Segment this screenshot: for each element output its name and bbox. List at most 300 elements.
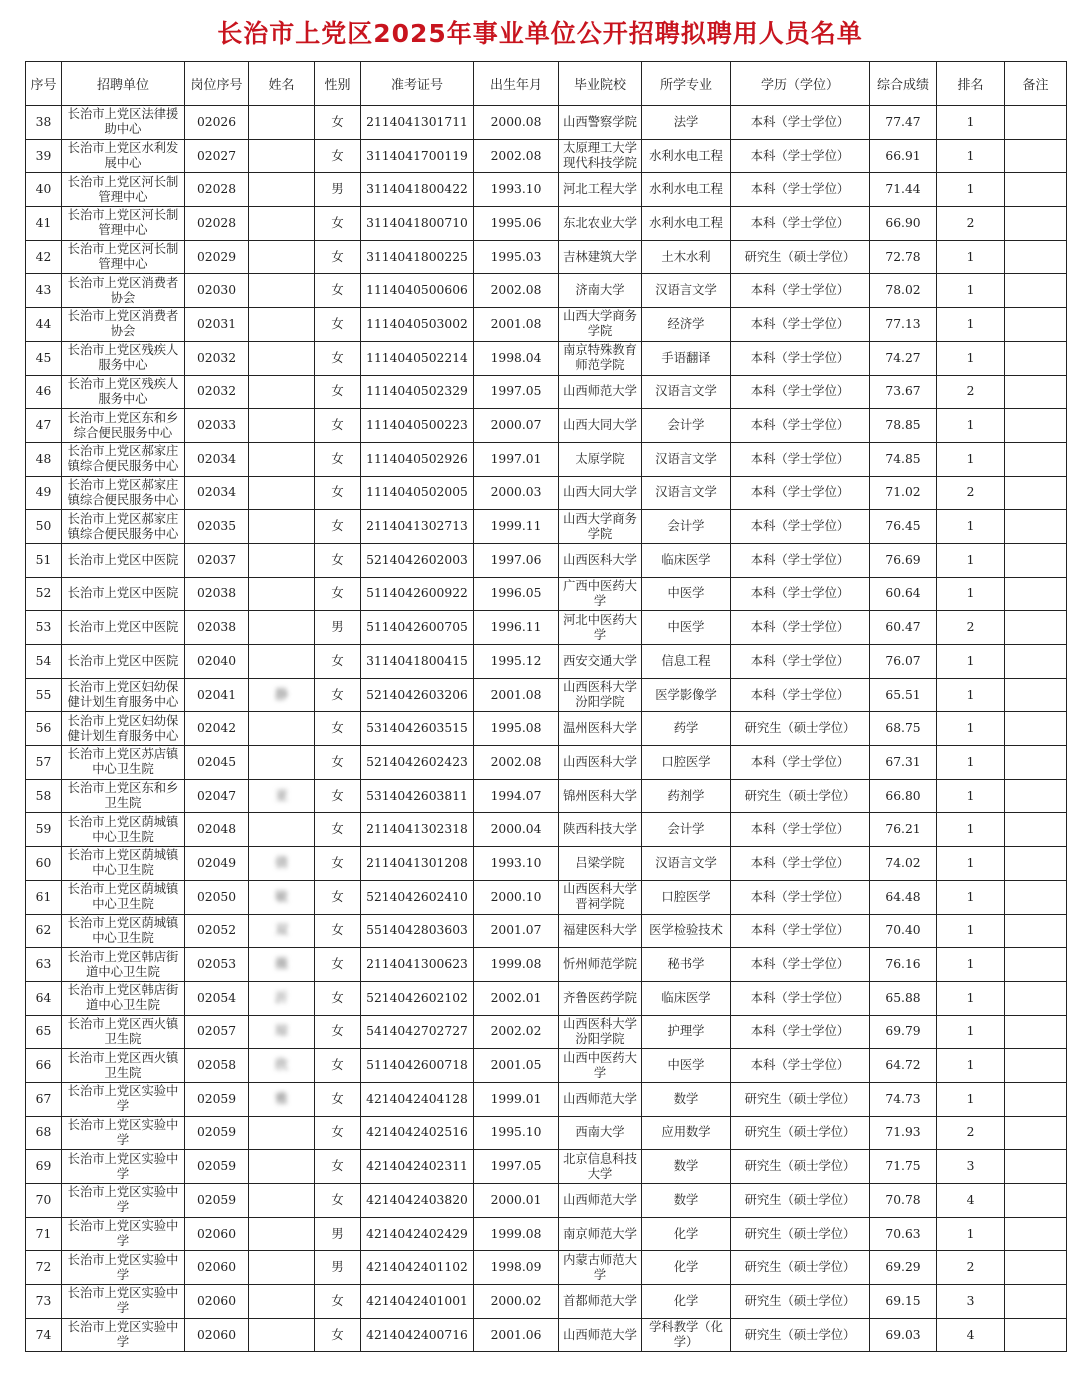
cell-gender: 女 xyxy=(315,274,361,308)
cell-exam-id: 5314042603515 xyxy=(361,712,474,746)
cell-unit: 长治市上党区苏店镇中心卫生院 xyxy=(62,746,185,780)
cell-exam-id: 4214042404128 xyxy=(361,1082,474,1116)
cell-rank: 2 xyxy=(937,476,1005,510)
cell-birth: 2002.08 xyxy=(474,746,559,780)
cell-score: 78.02 xyxy=(870,274,937,308)
cell-unit: 长治市上党区西火镇卫生院 xyxy=(62,1049,185,1083)
cell-gender: 女 xyxy=(315,1015,361,1049)
cell-rank: 1 xyxy=(937,880,1005,914)
cell-score: 76.16 xyxy=(870,948,937,982)
cell-index: 38 xyxy=(26,106,62,140)
cell-school: 济南大学 xyxy=(559,274,642,308)
cell-degree: 本科（学士学位） xyxy=(731,207,870,241)
cell-score: 65.88 xyxy=(870,981,937,1015)
cell-degree: 研究生（硕士学位） xyxy=(731,1184,870,1218)
cell-post: 02060 xyxy=(185,1251,249,1285)
cell-school: 西南大学 xyxy=(559,1116,642,1150)
cell-rank: 3 xyxy=(937,1150,1005,1184)
cell-degree: 本科（学士学位） xyxy=(731,510,870,544)
cell-index: 49 xyxy=(26,476,62,510)
cell-major: 汉语言文学 xyxy=(642,375,731,409)
cell-name xyxy=(249,409,315,443)
cell-exam-id: 3114041800225 xyxy=(361,240,474,274)
cell-note xyxy=(1005,1015,1067,1049)
cell-major: 口腔医学 xyxy=(642,880,731,914)
cell-rank: 3 xyxy=(937,1285,1005,1319)
cell-score: 73.67 xyxy=(870,375,937,409)
cell-rank: 1 xyxy=(937,139,1005,173)
cell-name xyxy=(249,611,315,645)
table-row xyxy=(26,1150,1067,1184)
cell-post: 02052 xyxy=(185,914,249,948)
cell-gender: 女 xyxy=(315,543,361,577)
cell-degree: 本科（学士学位） xyxy=(731,1015,870,1049)
cell-score: 64.48 xyxy=(870,880,937,914)
cell-score: 76.21 xyxy=(870,813,937,847)
cell-score: 74.85 xyxy=(870,442,937,476)
cell-name xyxy=(249,746,315,780)
cell-exam-id: 4214042402516 xyxy=(361,1116,474,1150)
cell-birth: 2001.06 xyxy=(474,1318,559,1352)
cell-note xyxy=(1005,577,1067,611)
cell-score: 66.90 xyxy=(870,207,937,241)
cell-exam-id: 2114041301711 xyxy=(361,106,474,140)
cell-post: 02047 xyxy=(185,779,249,813)
cell-name: 亚 xyxy=(249,779,315,813)
table-header-row xyxy=(26,62,1067,106)
cell-degree: 本科（学士学位） xyxy=(731,274,870,308)
cell-degree: 本科（学士学位） xyxy=(731,1049,870,1083)
cell-birth: 2001.08 xyxy=(474,308,559,342)
cell-degree: 本科（学士学位） xyxy=(731,645,870,679)
cell-note xyxy=(1005,173,1067,207)
cell-gender: 女 xyxy=(315,409,361,443)
table-row xyxy=(26,712,1067,746)
cell-school: 福建医科大学 xyxy=(559,914,642,948)
cell-note xyxy=(1005,476,1067,510)
cell-rank: 1 xyxy=(937,240,1005,274)
table-row xyxy=(26,308,1067,342)
cell-major: 数学 xyxy=(642,1184,731,1218)
cell-exam-id: 5414042702727 xyxy=(361,1015,474,1049)
cell-birth: 1995.12 xyxy=(474,645,559,679)
page-title: 长治市上党区2025年事业单位公开招聘拟聘用人员名单 xyxy=(217,19,863,48)
cell-major: 临床医学 xyxy=(642,543,731,577)
cell-unit: 长治市上党区中医院 xyxy=(62,577,185,611)
cell-note xyxy=(1005,240,1067,274)
cell-index: 70 xyxy=(26,1184,62,1218)
table-row xyxy=(26,106,1067,140)
cell-post: 02038 xyxy=(185,611,249,645)
cell-school: 山西师范大学 xyxy=(559,375,642,409)
cell-exam-id: 5214042603206 xyxy=(361,678,474,712)
cell-index: 67 xyxy=(26,1082,62,1116)
cell-rank: 1 xyxy=(937,442,1005,476)
cell-post: 02032 xyxy=(185,375,249,409)
cell-score: 74.27 xyxy=(870,341,937,375)
cell-name xyxy=(249,1251,315,1285)
table-row xyxy=(26,139,1067,173)
cell-index: 50 xyxy=(26,510,62,544)
cell-degree: 本科（学士学位） xyxy=(731,543,870,577)
cell-post: 02054 xyxy=(185,981,249,1015)
cell-school: 山西医科大学 xyxy=(559,543,642,577)
cell-rank: 1 xyxy=(937,1082,1005,1116)
cell-name xyxy=(249,1184,315,1218)
cell-index: 41 xyxy=(26,207,62,241)
cell-gender: 女 xyxy=(315,577,361,611)
cell-exam-id: 3114041800422 xyxy=(361,173,474,207)
cell-index: 65 xyxy=(26,1015,62,1049)
cell-rank: 1 xyxy=(937,813,1005,847)
cell-exam-id: 4214042401001 xyxy=(361,1285,474,1319)
cell-exam-id: 5214042602003 xyxy=(361,543,474,577)
cell-unit: 长治市上党区荫城镇中心卫生院 xyxy=(62,914,185,948)
cell-note xyxy=(1005,308,1067,342)
cell-name xyxy=(249,1150,315,1184)
cell-gender: 女 xyxy=(315,948,361,982)
cell-gender: 女 xyxy=(315,240,361,274)
cell-index: 68 xyxy=(26,1116,62,1150)
cell-unit: 长治市上党区中医院 xyxy=(62,645,185,679)
cell-major: 化学 xyxy=(642,1285,731,1319)
cell-major: 手语翻译 xyxy=(642,341,731,375)
cell-school: 南京师范大学 xyxy=(559,1217,642,1251)
cell-degree: 本科（学士学位） xyxy=(731,442,870,476)
cell-school: 山西医科大学 xyxy=(559,746,642,780)
cell-post: 02045 xyxy=(185,746,249,780)
cell-rank: 1 xyxy=(937,510,1005,544)
cell-unit: 长治市上党区河长制管理中心 xyxy=(62,173,185,207)
cell-note xyxy=(1005,442,1067,476)
cell-note xyxy=(1005,543,1067,577)
cell-gender: 女 xyxy=(315,207,361,241)
table-row xyxy=(26,409,1067,443)
cell-exam-id: 1114040500606 xyxy=(361,274,474,308)
cell-note xyxy=(1005,341,1067,375)
cell-name xyxy=(249,1285,315,1319)
cell-exam-id: 5114042600718 xyxy=(361,1049,474,1083)
cell-birth: 1999.01 xyxy=(474,1082,559,1116)
cell-school: 河北中医药大学 xyxy=(559,611,642,645)
cell-note xyxy=(1005,375,1067,409)
cell-note xyxy=(1005,1251,1067,1285)
cell-note xyxy=(1005,409,1067,443)
cell-degree: 研究生（硕士学位） xyxy=(731,1150,870,1184)
cell-note xyxy=(1005,510,1067,544)
cell-score: 76.45 xyxy=(870,510,937,544)
cell-birth: 1993.10 xyxy=(474,173,559,207)
cell-unit: 长治市上党区妇幼保健计划生育服务中心 xyxy=(62,678,185,712)
cell-index: 59 xyxy=(26,813,62,847)
cell-major: 汉语言文学 xyxy=(642,476,731,510)
header-index: 序号 xyxy=(26,62,62,106)
cell-gender: 女 xyxy=(315,510,361,544)
cell-name: 欣 xyxy=(249,1049,315,1083)
cell-birth: 1998.04 xyxy=(474,341,559,375)
cell-score: 69.79 xyxy=(870,1015,937,1049)
cell-school: 陕西科技大学 xyxy=(559,813,642,847)
cell-note xyxy=(1005,1150,1067,1184)
cell-birth: 2000.07 xyxy=(474,409,559,443)
cell-major: 中医学 xyxy=(642,577,731,611)
cell-degree: 本科（学士学位） xyxy=(731,813,870,847)
cell-name xyxy=(249,308,315,342)
cell-note xyxy=(1005,207,1067,241)
cell-major: 中医学 xyxy=(642,611,731,645)
cell-exam-id: 3114041800415 xyxy=(361,645,474,679)
cell-degree: 本科（学士学位） xyxy=(731,173,870,207)
cell-major: 中医学 xyxy=(642,1049,731,1083)
cell-rank: 1 xyxy=(937,341,1005,375)
cell-score: 67.31 xyxy=(870,746,937,780)
cell-degree: 本科（学士学位） xyxy=(731,106,870,140)
cell-degree: 研究生（硕士学位） xyxy=(731,1318,870,1352)
cell-gender: 女 xyxy=(315,106,361,140)
cell-gender: 女 xyxy=(315,914,361,948)
cell-unit: 长治市上党区消费者协会 xyxy=(62,274,185,308)
cell-score: 71.44 xyxy=(870,173,937,207)
cell-gender: 女 xyxy=(315,880,361,914)
table-row xyxy=(26,442,1067,476)
cell-exam-id: 5214042602423 xyxy=(361,746,474,780)
table-row xyxy=(26,645,1067,679)
cell-exam-id: 1114040502329 xyxy=(361,375,474,409)
cell-rank: 1 xyxy=(937,543,1005,577)
cell-name xyxy=(249,510,315,544)
cell-post: 02059 xyxy=(185,1082,249,1116)
cell-note xyxy=(1005,1082,1067,1116)
cell-unit: 长治市上党区水利发展中心 xyxy=(62,139,185,173)
cell-birth: 2000.03 xyxy=(474,476,559,510)
cell-name xyxy=(249,375,315,409)
personnel-table xyxy=(25,61,1067,1352)
cell-name: 静 xyxy=(249,678,315,712)
cell-unit: 长治市上党区郝家庄镇综合便民服务中心 xyxy=(62,476,185,510)
cell-rank: 1 xyxy=(937,1217,1005,1251)
cell-rank: 1 xyxy=(937,981,1005,1015)
cell-birth: 1993.10 xyxy=(474,847,559,881)
cell-school: 广西中医药大学 xyxy=(559,577,642,611)
cell-major: 医学检验技术 xyxy=(642,914,731,948)
cell-unit: 长治市上党区实验中学 xyxy=(62,1116,185,1150)
cell-name xyxy=(249,1116,315,1150)
cell-index: 57 xyxy=(26,746,62,780)
cell-birth: 2000.04 xyxy=(474,813,559,847)
cell-rank: 1 xyxy=(937,746,1005,780)
cell-score: 69.15 xyxy=(870,1285,937,1319)
cell-major: 化学 xyxy=(642,1251,731,1285)
cell-index: 66 xyxy=(26,1049,62,1083)
cell-major: 水利水电工程 xyxy=(642,207,731,241)
cell-unit: 长治市上党区实验中学 xyxy=(62,1285,185,1319)
cell-score: 76.69 xyxy=(870,543,937,577)
cell-major: 汉语言文学 xyxy=(642,274,731,308)
cell-school: 首都师范大学 xyxy=(559,1285,642,1319)
cell-birth: 1997.01 xyxy=(474,442,559,476)
cell-major: 信息工程 xyxy=(642,645,731,679)
cell-school: 山西中医药大学 xyxy=(559,1049,642,1083)
table-row xyxy=(26,1082,1067,1116)
cell-name: 敏 xyxy=(249,880,315,914)
cell-birth: 2000.08 xyxy=(474,106,559,140)
cell-name xyxy=(249,645,315,679)
cell-birth: 1998.09 xyxy=(474,1251,559,1285)
cell-gender: 女 xyxy=(315,712,361,746)
cell-unit: 长治市上党区消费者协会 xyxy=(62,308,185,342)
cell-degree: 研究生（硕士学位） xyxy=(731,1251,870,1285)
cell-school: 山西师范大学 xyxy=(559,1184,642,1218)
cell-gender: 女 xyxy=(315,645,361,679)
cell-school: 山西大同大学 xyxy=(559,476,642,510)
cell-birth: 2001.08 xyxy=(474,678,559,712)
table-row xyxy=(26,274,1067,308)
table-row xyxy=(26,981,1067,1015)
cell-note xyxy=(1005,274,1067,308)
table-row xyxy=(26,1015,1067,1049)
cell-unit: 长治市上党区妇幼保健计划生育服务中心 xyxy=(62,712,185,746)
cell-gender: 女 xyxy=(315,1184,361,1218)
cell-gender: 女 xyxy=(315,746,361,780)
cell-major: 水利水电工程 xyxy=(642,173,731,207)
cell-note xyxy=(1005,1318,1067,1352)
header-major: 所学专业 xyxy=(642,62,731,106)
header-exam-id: 准考证号 xyxy=(361,62,474,106)
cell-post: 02026 xyxy=(185,106,249,140)
table-row xyxy=(26,1116,1067,1150)
cell-note xyxy=(1005,948,1067,982)
cell-degree: 本科（学士学位） xyxy=(731,746,870,780)
cell-exam-id: 1114040500223 xyxy=(361,409,474,443)
cell-note xyxy=(1005,712,1067,746)
cell-post: 02034 xyxy=(185,442,249,476)
cell-gender: 男 xyxy=(315,1217,361,1251)
cell-note xyxy=(1005,678,1067,712)
header-post: 岗位序号 xyxy=(185,62,249,106)
table-row xyxy=(26,375,1067,409)
cell-school: 山西师范大学 xyxy=(559,1318,642,1352)
cell-gender: 女 xyxy=(315,1116,361,1150)
cell-gender: 女 xyxy=(315,308,361,342)
cell-school: 山西医科大学汾阳学院 xyxy=(559,678,642,712)
cell-major: 药学 xyxy=(642,712,731,746)
cell-gender: 女 xyxy=(315,981,361,1015)
cell-note xyxy=(1005,914,1067,948)
cell-degree: 本科（学士学位） xyxy=(731,611,870,645)
cell-post: 02035 xyxy=(185,510,249,544)
cell-degree: 研究生（硕士学位） xyxy=(731,1217,870,1251)
cell-score: 72.78 xyxy=(870,240,937,274)
cell-birth: 1995.10 xyxy=(474,1116,559,1150)
cell-major: 水利水电工程 xyxy=(642,139,731,173)
table-row xyxy=(26,476,1067,510)
cell-post: 02059 xyxy=(185,1116,249,1150)
cell-exam-id: 2114041302318 xyxy=(361,813,474,847)
cell-index: 74 xyxy=(26,1318,62,1352)
cell-score: 78.85 xyxy=(870,409,937,443)
cell-degree: 本科（学士学位） xyxy=(731,678,870,712)
cell-rank: 4 xyxy=(937,1184,1005,1218)
cell-index: 61 xyxy=(26,880,62,914)
cell-school: 西安交通大学 xyxy=(559,645,642,679)
cell-school: 河北工程大学 xyxy=(559,173,642,207)
cell-note xyxy=(1005,645,1067,679)
cell-post: 02028 xyxy=(185,207,249,241)
cell-gender: 女 xyxy=(315,813,361,847)
cell-degree: 研究生（硕士学位） xyxy=(731,712,870,746)
cell-index: 56 xyxy=(26,712,62,746)
table-row xyxy=(26,914,1067,948)
cell-name xyxy=(249,1318,315,1352)
cell-rank: 1 xyxy=(937,678,1005,712)
cell-gender: 女 xyxy=(315,442,361,476)
cell-school: 内蒙古师范大学 xyxy=(559,1251,642,1285)
cell-exam-id: 1114040502214 xyxy=(361,341,474,375)
cell-note xyxy=(1005,880,1067,914)
cell-note xyxy=(1005,1184,1067,1218)
cell-rank: 1 xyxy=(937,106,1005,140)
cell-gender: 男 xyxy=(315,1251,361,1285)
cell-rank: 1 xyxy=(937,1015,1005,1049)
cell-post: 02028 xyxy=(185,173,249,207)
cell-unit: 长治市上党区实验中学 xyxy=(62,1251,185,1285)
cell-degree: 研究生（硕士学位） xyxy=(731,1082,870,1116)
cell-note xyxy=(1005,813,1067,847)
cell-school: 山西医科大学汾阳学院 xyxy=(559,1015,642,1049)
cell-post: 02058 xyxy=(185,1049,249,1083)
cell-post: 02033 xyxy=(185,409,249,443)
cell-rank: 1 xyxy=(937,645,1005,679)
cell-gender: 女 xyxy=(315,1285,361,1319)
cell-name xyxy=(249,207,315,241)
cell-school: 齐鲁医药学院 xyxy=(559,981,642,1015)
cell-index: 55 xyxy=(26,678,62,712)
cell-gender: 男 xyxy=(315,611,361,645)
cell-post: 02038 xyxy=(185,577,249,611)
table-row xyxy=(26,611,1067,645)
cell-post: 02048 xyxy=(185,813,249,847)
cell-name: 倩 xyxy=(249,847,315,881)
cell-rank: 1 xyxy=(937,779,1005,813)
cell-school: 山西大学商务学院 xyxy=(559,308,642,342)
table-row xyxy=(26,543,1067,577)
cell-name: 雅 xyxy=(249,1082,315,1116)
cell-note xyxy=(1005,779,1067,813)
cell-unit: 长治市上党区实验中学 xyxy=(62,1184,185,1218)
cell-degree: 本科（学士学位） xyxy=(731,577,870,611)
cell-index: 60 xyxy=(26,847,62,881)
cell-post: 02059 xyxy=(185,1150,249,1184)
cell-rank: 4 xyxy=(937,1318,1005,1352)
table-row xyxy=(26,1251,1067,1285)
table-row xyxy=(26,948,1067,982)
cell-note xyxy=(1005,611,1067,645)
cell-major: 汉语言文学 xyxy=(642,442,731,476)
cell-degree: 本科（学士学位） xyxy=(731,914,870,948)
cell-unit: 长治市上党区实验中学 xyxy=(62,1217,185,1251)
cell-unit: 长治市上党区郝家庄镇综合便民服务中心 xyxy=(62,442,185,476)
cell-index: 69 xyxy=(26,1150,62,1184)
cell-post: 02031 xyxy=(185,308,249,342)
cell-index: 73 xyxy=(26,1285,62,1319)
cell-index: 39 xyxy=(26,139,62,173)
cell-exam-id: 3114041800710 xyxy=(361,207,474,241)
table-row xyxy=(26,173,1067,207)
cell-school: 吕梁学院 xyxy=(559,847,642,881)
cell-birth: 1997.06 xyxy=(474,543,559,577)
header-score: 综合成绩 xyxy=(870,62,937,106)
cell-birth: 2000.10 xyxy=(474,880,559,914)
